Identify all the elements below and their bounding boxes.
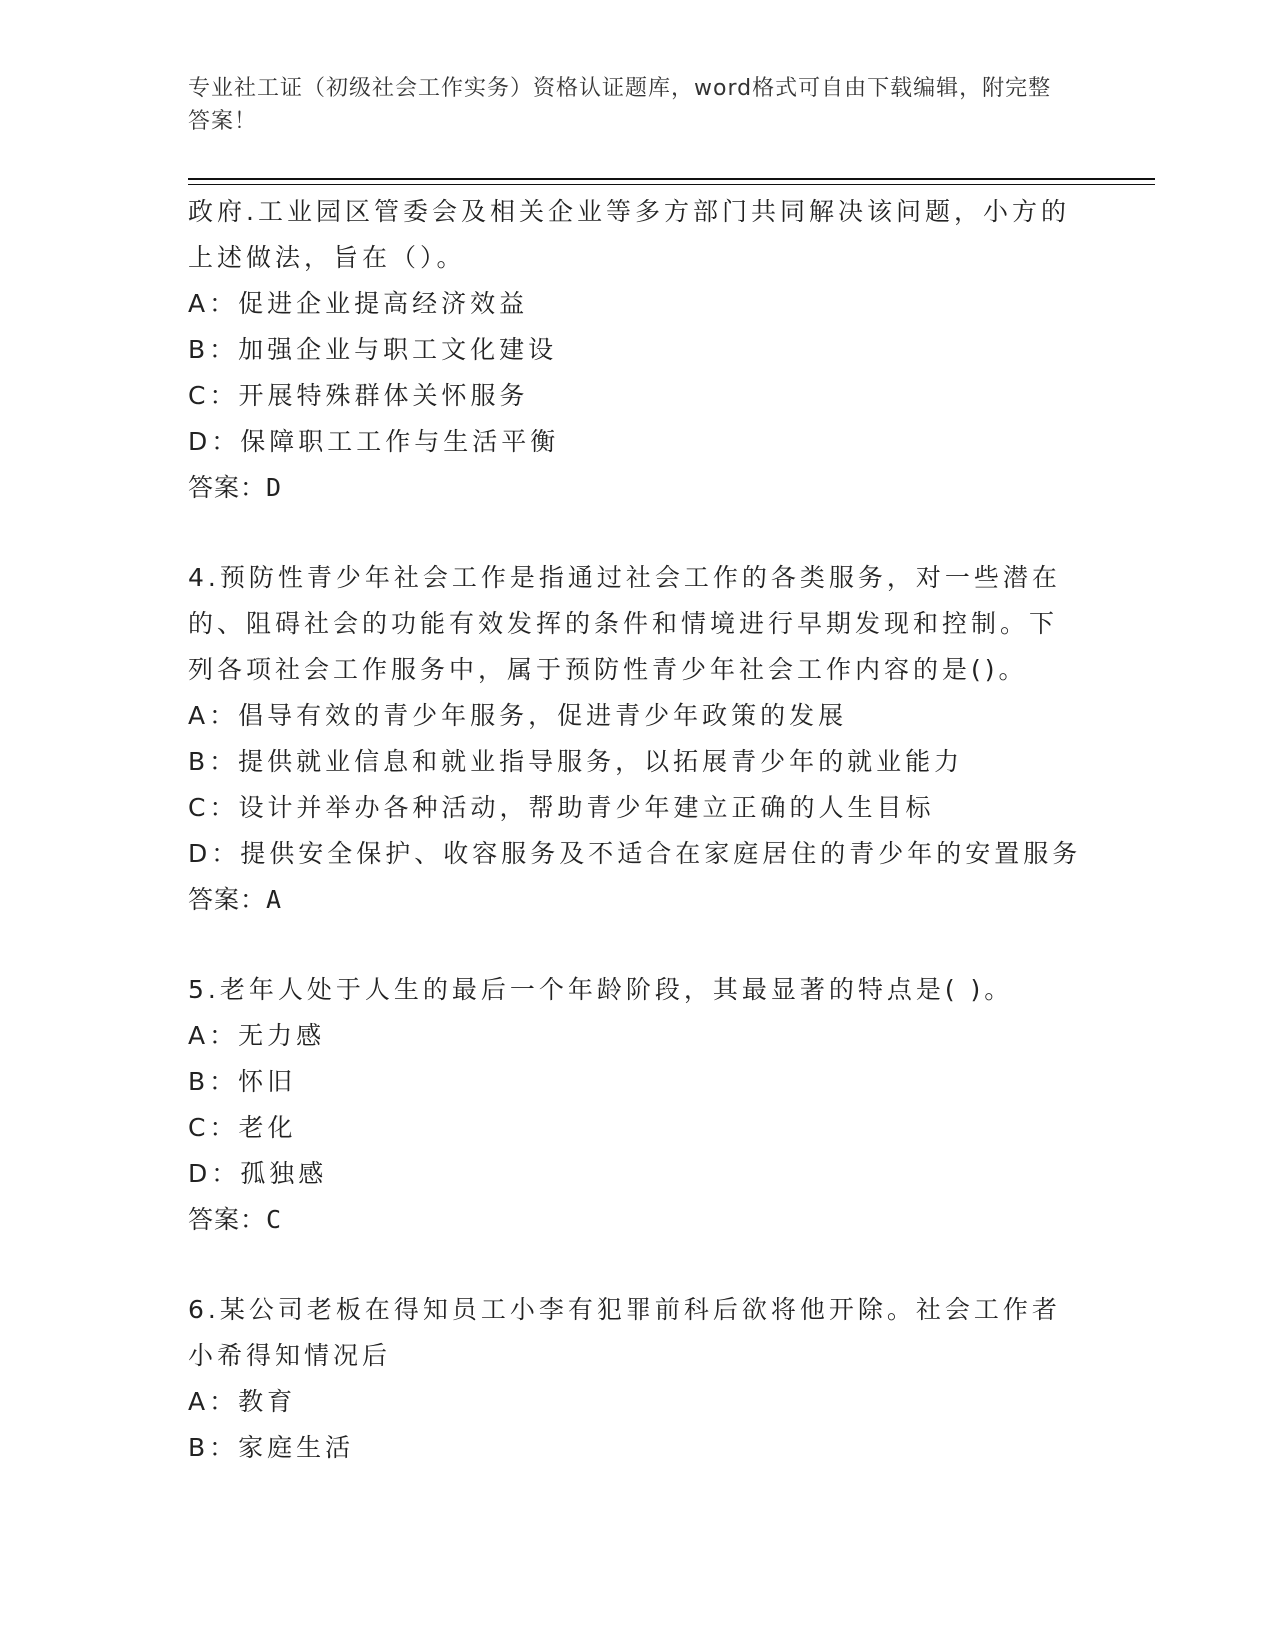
question-4-stem-line-2: 的、阻碍社会的功能有效发挥的条件和情境进行早期发现和控制。下: [188, 609, 1059, 638]
question-4-option-a: A：倡导有效的青少年服务，促进青少年政策的发展: [188, 701, 848, 730]
question-6-stem-line-2: 小希得知情况后: [188, 1341, 392, 1370]
question-4-answer: [188, 877, 1088, 923]
header-text: 专业社工证（初级社会工作实务）资格认证题库，word格式可自由下载编辑，附完整答案！: [188, 76, 1052, 134]
question-3-answer: [188, 465, 1088, 511]
question-4: [188, 555, 1088, 923]
question-4-option-d: D：提供安全保护、收容服务及不适合在家庭居住的青少年的安置服务: [188, 839, 1082, 868]
answer-value: C: [266, 1205, 283, 1234]
document-header: [188, 72, 1068, 138]
question-3-stem-line-1: 政府.工业园区管委会及相关企业等多方部门共同解决该问题，小方的: [188, 197, 1070, 226]
header-rule-thin: [188, 184, 1155, 185]
question-6: [188, 1287, 1088, 1471]
question-3-option-d: D：保障职工工作与生活平衡: [188, 427, 560, 456]
answer-value: A: [266, 885, 283, 914]
spacer: [188, 511, 1088, 555]
question-4-option-c: C：设计并举办各种活动，帮助青少年建立正确的人生目标: [188, 793, 935, 822]
question-3: [188, 189, 1088, 511]
question-6-stem-line-1: 6.某公司老板在得知员工小李有犯罪前科后欲将他开除。社会工作者: [188, 1295, 1061, 1324]
question-5-option-b: B：怀旧: [188, 1067, 297, 1096]
document-body: [188, 189, 1088, 1471]
spacer: [188, 923, 1088, 967]
spacer: [188, 1243, 1088, 1287]
question-3-option-b: B：加强企业与职工文化建设: [188, 335, 558, 364]
answer-label: 答案：: [188, 1205, 267, 1234]
answer-label: 答案：: [188, 885, 267, 914]
question-5-option-a: A：无力感: [188, 1021, 326, 1050]
question-6-option-b: B：家庭生活: [188, 1433, 355, 1462]
question-5-option-c: C：老化: [188, 1113, 297, 1142]
answer-value: D: [266, 473, 283, 502]
question-6-option-a: A：教育: [188, 1387, 297, 1416]
question-5-answer: [188, 1197, 1088, 1243]
question-4-stem-line-1: 4.预防性青少年社会工作是指通过社会工作的各类服务，对一些潜在: [188, 563, 1061, 592]
question-3-option-c: C：开展特殊群体关怀服务: [188, 381, 529, 410]
question-5: [188, 967, 1088, 1243]
question-5-stem-line-1: 5.老年人处于人生的最后一个年龄阶段，其最显著的特点是( )。: [188, 975, 1014, 1004]
question-3-option-a: A：促进企业提高经济效益: [188, 289, 529, 318]
question-5-option-d: D：孤独感: [188, 1159, 328, 1188]
question-4-stem-line-3: 列各项社会工作服务中，属于预防性青少年社会工作内容的是()。: [188, 655, 1028, 684]
question-3-stem-line-2: 上述做法，旨在（）。: [188, 243, 466, 272]
question-4-option-b: B：提供就业信息和就业指导服务，以拓展青少年的就业能力: [188, 747, 964, 776]
answer-label: 答案：: [188, 473, 267, 502]
header-rule-thick: [188, 178, 1155, 180]
